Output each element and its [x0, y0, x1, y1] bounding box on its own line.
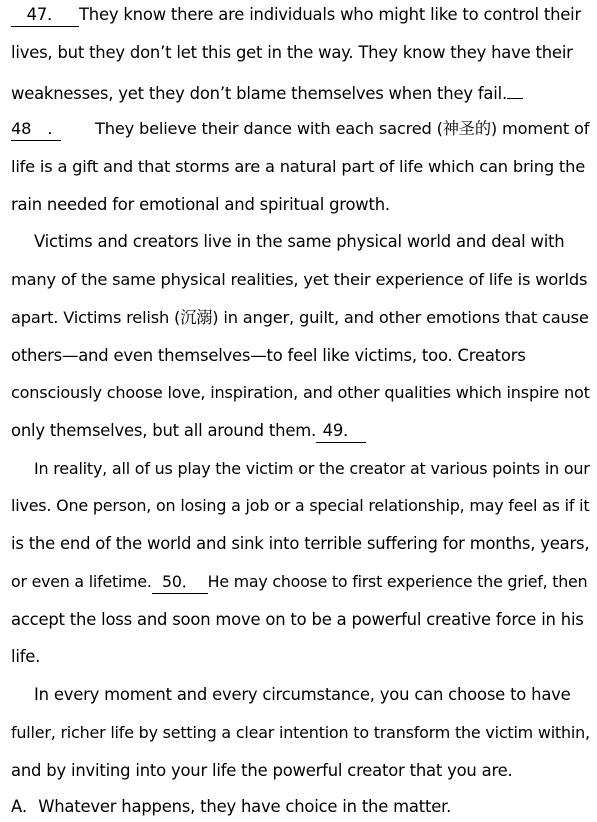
line-text: consciously choose love, inspiration, and other qualities which inspire not — [11, 383, 590, 402]
passage-line-6 — [11, 190, 390, 220]
passage-line-3 — [11, 76, 523, 106]
passage-line-11 — [11, 378, 590, 408]
line-text: only themselves, but all around them. — [11, 421, 316, 440]
passage-line-19 — [34, 680, 571, 710]
blank-50: 50． — [152, 571, 208, 594]
line-text: is the end of the world and sink into terrible suffering for months, years, — [11, 534, 590, 553]
blank-49: 49． — [316, 420, 366, 443]
line-text: fuller, richer life by setting a clear intention to transform the victim within, — [11, 723, 590, 742]
passage-line-2 — [11, 38, 573, 68]
line-text: others—and even themselves—to feel like victims, too. Creators — [11, 346, 526, 365]
option-a-text: A．Whatever happens, they have choice in the matter. — [11, 797, 452, 816]
line-text: In every moment and every circumstance, you can choose to have — [34, 685, 571, 704]
passage-line-4 — [11, 114, 589, 144]
line-text: He may choose to first experience the grief, then — [207, 572, 588, 591]
passage-line-21 — [11, 756, 513, 786]
passage-line-1 — [11, 0, 581, 30]
passage-line-7 — [34, 227, 565, 257]
blank-48: 48 ． — [11, 118, 61, 141]
line-text: lives. One person, on losing a job or a special relationship, may feel as if it — [11, 496, 590, 515]
passage-line-13 — [34, 454, 590, 484]
line-text: They believe their dance with each sacred (神圣的) moment of — [95, 119, 590, 138]
line-text: accept the loss and soon move on to be a powerful creative force in his — [11, 610, 584, 629]
line-text: and by inviting into your life the powerful creator that you are. — [11, 761, 513, 780]
line-text: life is a gift and that storms are a natural part of life which can bring the — [11, 157, 585, 176]
blank-48-start — [507, 76, 523, 99]
passage-line-16 — [11, 567, 587, 597]
line-text: rain needed for emotional and spiritual growth. — [11, 195, 390, 214]
line-text: or even a lifetime. — [11, 572, 152, 591]
passage-line-17 — [11, 605, 584, 635]
line-text: life. — [11, 647, 41, 666]
passage-line-8 — [11, 265, 587, 295]
line-text: Victims and creators live in the same physical world and deal with — [34, 232, 565, 251]
passage-line-9 — [11, 303, 589, 333]
passage-line-5 — [11, 152, 585, 182]
passage-line-18 — [11, 642, 40, 672]
passage-line-20 — [11, 718, 590, 748]
passage-line-12 — [11, 416, 366, 446]
passage-line-14 — [11, 491, 589, 521]
line-text: In reality, all of us play the victim or the creator at various points in our — [34, 459, 590, 478]
passage-line-15 — [11, 529, 589, 559]
line-text: apart. Victims relish (沉溺) in anger, guilt, and other emotions that cause — [11, 308, 589, 327]
line-text: weaknesses, yet they don’t blame themselves when they fail. — [11, 84, 507, 103]
passage-line-10 — [11, 341, 526, 371]
option-a — [11, 792, 451, 822]
line-text: They know there are individuals who might like to control their — [79, 5, 582, 24]
line-text: lives, but they don’t let this get in the way. They know they have their — [11, 43, 573, 62]
line-text: many of the same physical realities, yet their experience of life is worlds — [11, 270, 588, 289]
blank-47: 47． — [11, 4, 79, 27]
